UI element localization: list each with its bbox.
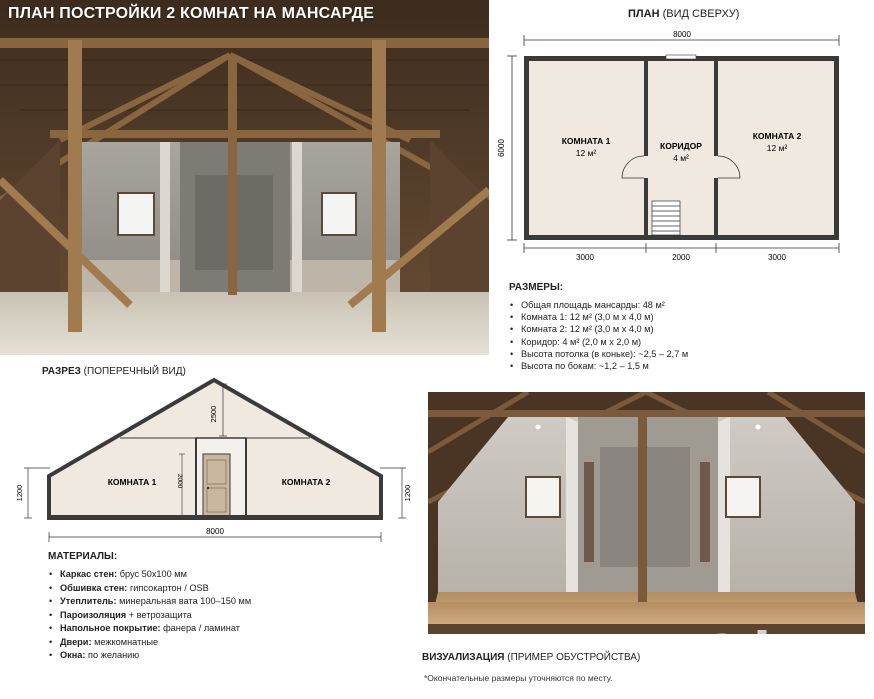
materials-item-label: Утеплитель:	[60, 596, 117, 606]
materials-item	[48, 649, 408, 663]
sizes-item: • Высота потолка (в коньке): ~2,5 – 2,7 м	[509, 348, 859, 360]
section-title-rest: (ПОПЕРЕЧНЫЙ ВИД)	[83, 366, 186, 377]
section-title-bold: РАЗРЕЗ	[42, 366, 81, 377]
plan-height-dimension	[507, 56, 517, 240]
materials-item-value: + ветрозащита	[128, 609, 192, 620]
floor-plan	[494, 26, 854, 266]
plan-door-left-opening	[643, 156, 649, 178]
materials-item-label: Пароизоляция	[60, 609, 127, 620]
plan-corridor-area: 4 м²	[673, 153, 689, 163]
plan-title-bold: ПЛАН	[628, 8, 660, 20]
sizes-item: • Высота по бокам: ~1,2 – 1,5 м	[509, 360, 859, 372]
visualization-title	[422, 652, 640, 663]
sizes-list	[509, 299, 859, 372]
svg-text:.uz: .uz	[816, 668, 841, 688]
section-left-dimension	[24, 468, 50, 518]
sizes-block	[509, 282, 859, 372]
materials-item	[48, 582, 408, 596]
visualization-title-rest: (ПРИМЕР ОБУСТРОЙСТВА)	[507, 652, 641, 663]
plan-seg1-label: 3000	[576, 253, 594, 262]
section-door-label: 2000	[176, 473, 183, 489]
plan-seg2-label: 2000	[672, 253, 690, 262]
materials-item-value: межкомнатные	[94, 636, 159, 647]
materials-item	[48, 609, 408, 623]
plan-stairs	[652, 201, 680, 235]
section-room1-name: КОМНАТА 1	[107, 477, 157, 487]
plan-door-right-opening	[713, 156, 719, 178]
section-height-label: 2500	[209, 405, 218, 423]
plan-title-rest: (ВИД СВЕРХУ)	[662, 8, 740, 20]
section-width-label: 8000	[206, 527, 224, 536]
plan-title	[628, 8, 739, 20]
section-right-label: 1200	[403, 484, 412, 502]
materials-item-value: фанера / ламинат	[163, 623, 240, 633]
plan-window	[666, 55, 696, 59]
section-floor	[47, 515, 383, 520]
visualization-title-bold: ВИЗУАЛИЗАЦИЯ	[422, 652, 505, 663]
plan-corridor-name: КОРИДОР	[660, 141, 702, 151]
sizes-item: • Комната 1: 12 м² (3,0 м х 4,0 м)	[509, 311, 859, 323]
footnote: *Окончательные размеры уточняются по месту.	[424, 673, 613, 683]
attic-photo	[0, 0, 489, 355]
materials-item-label: Напольное покрытие:	[60, 623, 161, 633]
section-left-label: 1200	[15, 484, 24, 502]
plan-segment-dimension	[524, 243, 839, 253]
plan-width-label: 8000	[673, 30, 691, 39]
materials-item-label: Обшивка стен:	[60, 582, 128, 593]
plan-seg3-label: 3000	[768, 253, 786, 262]
olx-watermark-logo	[692, 622, 867, 694]
materials-item	[48, 622, 408, 636]
plan-height-label: 6000	[497, 139, 506, 157]
visualization-photo	[428, 392, 865, 634]
page-title: ПЛАН ПОСТРОЙКИ 2 КОМНАТ НА МАНСАРДЕ	[8, 5, 375, 22]
materials-item-value: гипсокартон / OSB	[129, 582, 209, 593]
materials-item	[48, 568, 408, 582]
cross-section	[10, 376, 420, 544]
plan-room1-name: КОМНАТА 1	[561, 136, 611, 146]
attic-photo-illustration	[0, 0, 489, 355]
sizes-item: • Общая площадь мансарды: 48 м²	[509, 299, 859, 311]
materials-item-value: брус 50х100 мм	[119, 569, 187, 579]
plan-room2-name: КОМНАТА 2	[752, 131, 802, 141]
visualization-illustration	[428, 392, 865, 634]
sizes-item: • Комната 2: 12 м² (3,0 м х 4,0 м)	[509, 323, 859, 335]
materials-list	[48, 568, 408, 663]
materials-item-label: Окна:	[60, 650, 86, 660]
materials-item-label: Двери:	[60, 636, 92, 647]
materials-item	[48, 636, 408, 650]
materials-title: МАТЕРИАЛЫ:	[48, 551, 118, 562]
materials-item-value: по желанию	[88, 650, 140, 660]
plan-room1-area: 12 м²	[575, 148, 597, 158]
plan-room2-area: 12 м²	[766, 143, 788, 153]
materials-item-value: минеральная вата 100–150 мм	[119, 596, 252, 606]
sizes-title: РАЗМЕРЫ:	[509, 282, 564, 293]
materials-item-label: Каркас стен:	[60, 569, 118, 579]
materials-block	[48, 551, 408, 663]
section-room2-name: КОМНАТА 2	[281, 477, 331, 487]
materials-item	[48, 595, 408, 609]
sizes-item: • Коридор: 4 м² (2,0 м х 2,0 м)	[509, 336, 859, 348]
